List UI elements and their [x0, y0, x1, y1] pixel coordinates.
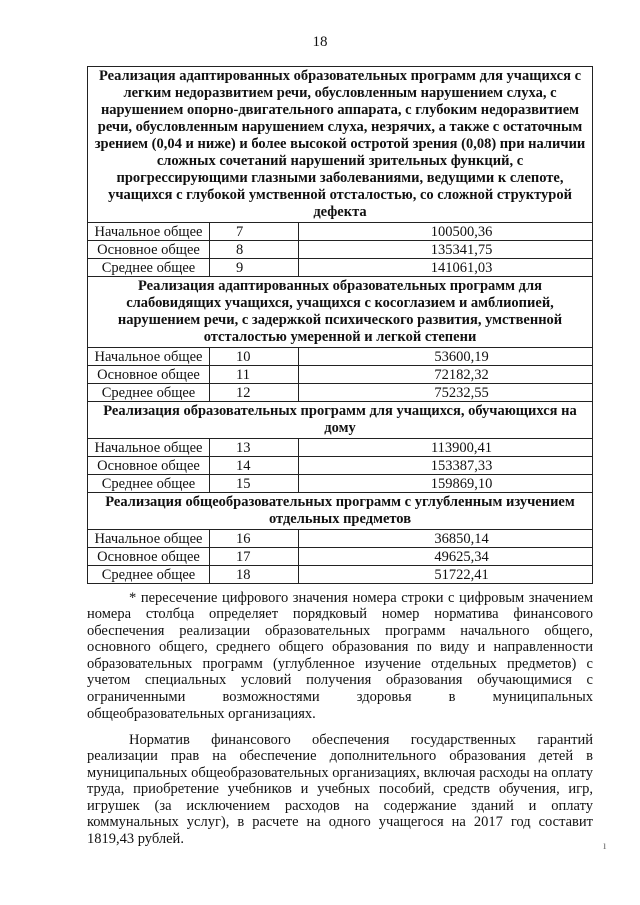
education-level-cell: Среднее общее: [88, 384, 210, 402]
table-row: [88, 566, 593, 584]
row-number-cell: 11: [210, 366, 299, 384]
norm-value-cell: 53600,19: [299, 348, 593, 366]
norm-value-cell: 100500,36: [299, 223, 593, 241]
margin-mark: ı: [603, 838, 607, 852]
table-row: [88, 475, 593, 493]
education-level-cell: Основное общее: [88, 548, 210, 566]
section-title: Реализация адаптированных образовательных программ для слабовидящих учащихся, учащихся с косоглазием и амблиопией, нарушением речи, с задержкой психического развития, умственной отсталостью умеренной и легкой степени: [88, 277, 593, 348]
table-row: [88, 439, 593, 457]
table-row: [88, 241, 593, 259]
section-title: Реализация адаптированных образовательных программ для учащихся с легким недоразвитием речи, обусловленным нарушением слуха, с нарушением опорно-двигательного аппарата, с глубоким недоразвитием речи, обусловленным нарушением слуха, незрячих, а также с остаточным зрением (0,04 и ниже) и более высокой остротой зрения (0,08) при наличии сложных сочетаний нарушений зрительных функций, с прогрессирующими глазными заболеваниями, ведущими к слепоте, учащихся с глубокой умственной отсталостью, со сложной структурой дефекта: [88, 67, 593, 223]
row-number-cell: 14: [210, 457, 299, 475]
row-number-cell: 16: [210, 530, 299, 548]
row-number-cell: 10: [210, 348, 299, 366]
education-level-cell: Среднее общее: [88, 566, 210, 584]
norm-value-cell: 75232,55: [299, 384, 593, 402]
table-row: [88, 348, 593, 366]
section-title: Реализация образовательных программ для учащихся, обучающихся на дому: [88, 402, 593, 439]
education-level-cell: Основное общее: [88, 241, 210, 259]
education-level-cell: Среднее общее: [88, 475, 210, 493]
education-level-cell: Начальное общее: [88, 439, 210, 457]
row-number-cell: 8: [210, 241, 299, 259]
section-header-row: [88, 277, 593, 348]
table-row: [88, 366, 593, 384]
row-number-cell: 12: [210, 384, 299, 402]
education-level-cell: Среднее общее: [88, 259, 210, 277]
row-number-cell: 9: [210, 259, 299, 277]
education-level-cell: Начальное общее: [88, 530, 210, 548]
education-level-cell: Основное общее: [88, 366, 210, 384]
row-number-cell: 13: [210, 439, 299, 457]
norm-value-cell: 36850,14: [299, 530, 593, 548]
norm-value-cell: 51722,41: [299, 566, 593, 584]
table-row: [88, 548, 593, 566]
education-level-cell: Основное общее: [88, 457, 210, 475]
table-row: [88, 259, 593, 277]
body-paragraph: Норматив финансового обеспечения государственных гарантий реализации прав на обеспечение дополнительного образования детей в муниципальных общеобразовательных организациях, включая расходы на оплату труда, приобретение учебников и учебных пособий, средств обучения, игр, игрушек (за исключением расходов на содержание зданий и оплату коммунальных услуг), в расчете на одного учащегося на 2017 год составит 1819,43 рублей.: [87, 731, 593, 848]
section-header-row: [88, 402, 593, 439]
norm-value-cell: 153387,33: [299, 457, 593, 475]
row-number-cell: 18: [210, 566, 299, 584]
table-row: [88, 530, 593, 548]
row-number-cell: 17: [210, 548, 299, 566]
table-row: [88, 384, 593, 402]
norms-table: [87, 66, 593, 584]
table-row: [88, 457, 593, 475]
norm-value-cell: 159869,10: [299, 475, 593, 493]
education-level-cell: Начальное общее: [88, 223, 210, 241]
section-header-row: [88, 493, 593, 530]
table-row: [88, 223, 593, 241]
section-title: Реализация общеобразовательных программ с углубленным изучением отдельных предметов: [88, 493, 593, 530]
norm-value-cell: 49625,34: [299, 548, 593, 566]
education-level-cell: Начальное общее: [88, 348, 210, 366]
row-number-cell: 15: [210, 475, 299, 493]
section-header-row: [88, 67, 593, 223]
norm-value-cell: 135341,75: [299, 241, 593, 259]
page-number: 18: [312, 34, 328, 50]
norm-value-cell: 113900,41: [299, 439, 593, 457]
norm-value-cell: 141061,03: [299, 259, 593, 277]
footnote: * пересечение цифрового значения номера строки с цифровым значением номера столбца определяет порядковый номер норматива финансового обеспечения реализации образовательных программ начального общего, основного общего, среднего общего образования по виду и направленности образовательных программ (углубленное изучение отдельных предметов) с учетом специальных условий получения образования обучающимися с ограниченными возможностями здоровья в муниципальных общеобразовательных организациях.: [87, 589, 593, 722]
norm-value-cell: 72182,32: [299, 366, 593, 384]
row-number-cell: 7: [210, 223, 299, 241]
